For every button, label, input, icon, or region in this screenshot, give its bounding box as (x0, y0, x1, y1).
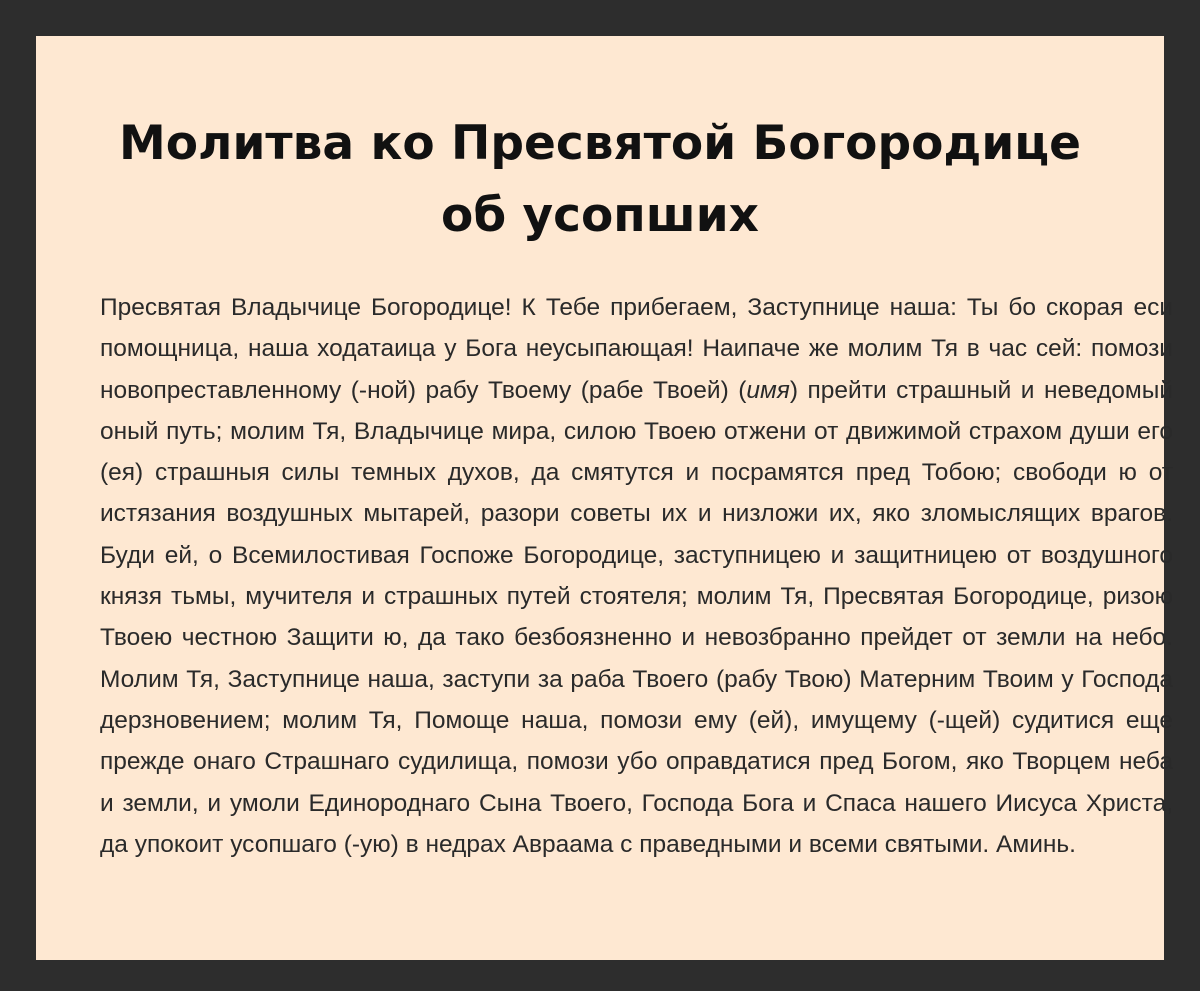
title-line-2: об усопших (441, 188, 759, 243)
prayer-text-part-1: Пресвятая Владычице Богородице! К Тебе прибегаем, Заступнице наша: Ты бо скорая еси помощница, наша ходатаица у Бога неусыпающая! Наипаче же молим Тя в час сей: помози новопреставленному (-ной) рабу Твоему (рабе Твоей) ( (100, 294, 1173, 404)
title-line-1: Молитва ко Пресвятой Богородице (119, 116, 1081, 171)
prayer-text-part-2: ) прейти страшный и неведомый оный путь; молим Тя, Владычице мира, силою Твоею отжени от движимой страхом души его (ея) страшныя силы темных духов, да смятутся и посрамятся пред Тобою; свободи ю от истязания воздушных мытарей, разори советы их и низложи их, яко зломыслящих врагов. Буди ей, о Всемилостивая Госпоже Богородице, заступницею и защитницею от воздушного князя тьмы, мучителя и страшных путей стоятеля; молим Тя, Пресвятая Богородице, ризою Твоею честною Защити ю, да тако безбоязненно и невозбранно прейдет от земли на небо. Молим Тя, Заступнице наша, заступи за раба Твоего (рабу Твою) Матерним Твоим у Господа дерзновением; молим Тя, Помоще наша, помози ему (ей), имущему (-щей) судитися еще прежде онаго Страшнаго судилища, помози убо оправдатися пред Богом, яко Творцем неба и земли, и умоли Единороднаго Сына Твоего, Господа Бога и Спаса нашего Иисуса Христа, да упокоит усопшаго (-ую) в недрах Авраама с праведными и всеми святыми. Аминь. (100, 376, 1174, 858)
page-title (36, 108, 1164, 252)
name-placeholder: имя (746, 376, 790, 404)
prayer-card (36, 36, 1174, 960)
prayer-text (100, 287, 1173, 865)
